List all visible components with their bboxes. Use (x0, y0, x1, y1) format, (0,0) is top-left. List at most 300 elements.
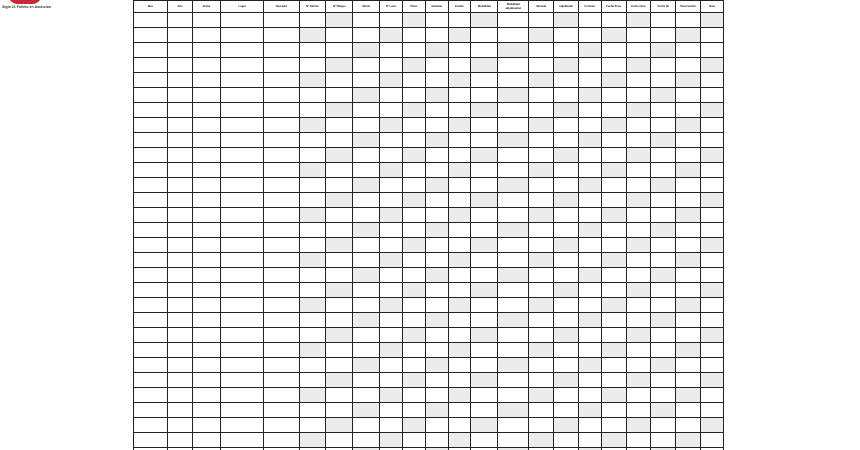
table-cell (529, 328, 554, 343)
table-cell (529, 88, 554, 103)
table-cell (676, 388, 701, 403)
table-cell (471, 328, 498, 343)
table-cell (471, 58, 498, 73)
table-cell (403, 313, 426, 328)
table-cell (168, 298, 193, 313)
table-cell (192, 403, 220, 418)
table-cell (380, 193, 403, 208)
table-cell (626, 343, 651, 358)
table-cell (403, 268, 426, 283)
table-cell (353, 193, 380, 208)
table-cell (264, 328, 299, 343)
table-cell (264, 103, 299, 118)
table-cell (448, 328, 471, 343)
data-table (133, 0, 724, 450)
table-cell (601, 103, 626, 118)
table-cell (471, 388, 498, 403)
table-cell (403, 73, 426, 88)
table-cell (578, 43, 601, 58)
table-cell (651, 358, 676, 373)
table-cell (651, 388, 676, 403)
table-cell (651, 298, 676, 313)
table-cell (192, 343, 220, 358)
table-cell (299, 268, 326, 283)
table-cell (701, 43, 724, 58)
table-cell (498, 73, 529, 88)
table-cell (701, 373, 724, 388)
table-cell (134, 28, 168, 43)
table-cell (134, 193, 168, 208)
table-cell (353, 43, 380, 58)
table-cell (578, 238, 601, 253)
table-cell (626, 118, 651, 133)
table-cell (578, 178, 601, 193)
table-cell (529, 403, 554, 418)
table-cell (701, 433, 724, 448)
table-cell (380, 283, 403, 298)
table-cell (380, 298, 403, 313)
table-cell (676, 403, 701, 418)
table-cell (529, 208, 554, 223)
table-cell (168, 343, 193, 358)
table-cell (403, 403, 426, 418)
table-cell (326, 58, 353, 73)
table-cell (529, 358, 554, 373)
logo (0, 0, 110, 14)
column-header: Garantía (425, 1, 448, 13)
table-cell (529, 43, 554, 58)
table-cell (701, 13, 724, 28)
table-cell (299, 328, 326, 343)
table-cell (651, 163, 676, 178)
table-cell (264, 298, 299, 313)
table-cell (554, 328, 579, 343)
table-cell (425, 178, 448, 193)
table-cell (380, 253, 403, 268)
table-cell (134, 88, 168, 103)
table-cell (554, 313, 579, 328)
table-cell (601, 313, 626, 328)
table-cell (264, 148, 299, 163)
table-cell (554, 88, 579, 103)
table-cell (299, 73, 326, 88)
table-cell (380, 43, 403, 58)
table-cell (403, 133, 426, 148)
table-cell (471, 298, 498, 313)
table-cell (578, 88, 601, 103)
table-cell (651, 328, 676, 343)
table-cell (554, 403, 579, 418)
table-cell (380, 13, 403, 28)
table-cell (168, 223, 193, 238)
table-cell (134, 133, 168, 148)
table-cell (529, 283, 554, 298)
table-row (134, 58, 724, 73)
column-header: Fecha (192, 1, 220, 13)
table-header-row (134, 1, 724, 13)
table-cell (554, 268, 579, 283)
table-cell (676, 358, 701, 373)
table-cell (701, 298, 724, 313)
table-cell (498, 268, 529, 283)
table-cell (299, 313, 326, 328)
column-header: Monto (353, 1, 380, 13)
table-cell (425, 403, 448, 418)
table-cell (220, 358, 263, 373)
table-cell (554, 358, 579, 373)
table-cell (651, 418, 676, 433)
table-cell (471, 13, 498, 28)
table-cell (578, 373, 601, 388)
table-cell (626, 43, 651, 58)
table-row (134, 253, 724, 268)
column-header: Modalidad (471, 1, 498, 13)
table-cell (701, 328, 724, 343)
table-cell (299, 13, 326, 28)
table-cell (578, 73, 601, 88)
table-cell (326, 253, 353, 268)
table-cell (448, 343, 471, 358)
table-cell (578, 403, 601, 418)
table-cell (601, 208, 626, 223)
table-cell (448, 403, 471, 418)
table-cell (353, 73, 380, 88)
table-cell (471, 133, 498, 148)
table-cell (448, 298, 471, 313)
table-cell (264, 268, 299, 283)
table-cell (448, 433, 471, 448)
table-cell (448, 223, 471, 238)
table-cell (353, 343, 380, 358)
table-cell (425, 283, 448, 298)
table-cell (651, 253, 676, 268)
table-cell (326, 163, 353, 178)
table-cell (471, 193, 498, 208)
table-cell (701, 418, 724, 433)
table-cell (192, 148, 220, 163)
table-cell (651, 43, 676, 58)
table-cell (380, 268, 403, 283)
table-cell (471, 283, 498, 298)
table-cell (168, 403, 193, 418)
table-cell (299, 373, 326, 388)
table-row (134, 133, 724, 148)
table-cell (651, 73, 676, 88)
table-cell (299, 208, 326, 223)
table-cell (498, 13, 529, 28)
table-cell (529, 238, 554, 253)
table-row (134, 43, 724, 58)
table-cell (425, 103, 448, 118)
table-cell (529, 178, 554, 193)
table-cell (601, 178, 626, 193)
table-cell (299, 358, 326, 373)
table-cell (353, 58, 380, 73)
table-cell (168, 208, 193, 223)
table-cell (326, 328, 353, 343)
table-cell (326, 73, 353, 88)
table-cell (403, 388, 426, 403)
table-cell (168, 328, 193, 343)
table-cell (299, 223, 326, 238)
table-cell (192, 253, 220, 268)
table-cell (220, 418, 263, 433)
table-cell (529, 118, 554, 133)
table-cell (326, 208, 353, 223)
table-cell (448, 13, 471, 28)
table-cell (601, 343, 626, 358)
table-cell (403, 418, 426, 433)
table-cell (134, 403, 168, 418)
table-cell (380, 373, 403, 388)
column-header: Contrato (578, 1, 601, 13)
table-cell (168, 118, 193, 133)
table-cell (264, 283, 299, 298)
table-cell (425, 388, 448, 403)
table-cell (192, 88, 220, 103)
table-cell (353, 148, 380, 163)
table-cell (192, 223, 220, 238)
table-cell (554, 388, 579, 403)
table-cell (626, 28, 651, 43)
table-cell (498, 388, 529, 403)
table-row (134, 208, 724, 223)
table-cell (498, 418, 529, 433)
table-cell (554, 208, 579, 223)
table-cell (380, 88, 403, 103)
table-cell (326, 13, 353, 28)
table-cell (353, 403, 380, 418)
table-cell (578, 118, 601, 133)
table-cell (192, 163, 220, 178)
table-cell (326, 388, 353, 403)
table-cell (529, 28, 554, 43)
table-cell (676, 298, 701, 313)
table-cell (676, 73, 701, 88)
table-cell (192, 238, 220, 253)
table-cell (380, 433, 403, 448)
table-cell (353, 328, 380, 343)
table-cell (498, 433, 529, 448)
table-cell (220, 193, 263, 208)
table-cell (168, 73, 193, 88)
table-cell (651, 313, 676, 328)
table-cell (220, 403, 263, 418)
table-cell (471, 313, 498, 328)
table-cell (498, 403, 529, 418)
table-cell (601, 358, 626, 373)
table-cell (601, 148, 626, 163)
table-cell (353, 373, 380, 388)
table-cell (264, 193, 299, 208)
table-cell (554, 163, 579, 178)
table-cell (676, 193, 701, 208)
table-cell (264, 373, 299, 388)
table-cell (134, 328, 168, 343)
table-cell (168, 28, 193, 43)
table-cell (701, 388, 724, 403)
table-cell (353, 88, 380, 103)
table-cell (471, 238, 498, 253)
table-cell (471, 178, 498, 193)
table-cell (651, 223, 676, 238)
table-cell (353, 208, 380, 223)
table-cell (578, 103, 601, 118)
table-cell (425, 298, 448, 313)
table-cell (168, 103, 193, 118)
table-cell (578, 358, 601, 373)
table-cell (676, 418, 701, 433)
table-cell (168, 388, 193, 403)
table-cell (220, 253, 263, 268)
column-header: Nº Ofertas (299, 1, 326, 13)
table-cell (529, 103, 554, 118)
column-header: Modalidad adjudicación (498, 1, 529, 13)
table-cell (192, 418, 220, 433)
table-cell (134, 43, 168, 58)
column-header: Lugar (220, 1, 263, 13)
table-cell (403, 103, 426, 118)
table-cell (626, 418, 651, 433)
table-cell (676, 118, 701, 133)
table-cell (134, 223, 168, 238)
table-cell (192, 13, 220, 28)
table-row (134, 148, 724, 163)
column-header: Operador (264, 1, 299, 13)
table-cell (626, 328, 651, 343)
table-cell (498, 253, 529, 268)
table-cell (554, 43, 579, 58)
table-cell (554, 298, 579, 313)
table-cell (299, 118, 326, 133)
table-cell (425, 73, 448, 88)
table-cell (264, 223, 299, 238)
table-cell (448, 193, 471, 208)
table-cell (326, 358, 353, 373)
table-cell (380, 238, 403, 253)
table-cell (601, 193, 626, 208)
table-cell (220, 43, 263, 58)
table-cell (134, 358, 168, 373)
table-cell (220, 103, 263, 118)
table-cell (403, 358, 426, 373)
table-cell (299, 283, 326, 298)
table-cell (264, 238, 299, 253)
table-cell (601, 223, 626, 238)
table-cell (403, 58, 426, 73)
table-cell (701, 178, 724, 193)
table-cell (264, 403, 299, 418)
table-row (134, 13, 724, 28)
table-cell (498, 283, 529, 298)
table-cell (134, 208, 168, 223)
table-cell (626, 403, 651, 418)
table-cell (626, 388, 651, 403)
table-row (134, 373, 724, 388)
column-header: Nota (701, 1, 724, 13)
table-cell (192, 298, 220, 313)
table-cell (380, 418, 403, 433)
table-cell (326, 268, 353, 283)
table-cell (701, 163, 724, 178)
table-cell (448, 133, 471, 148)
table-cell (601, 118, 626, 133)
table-cell (380, 58, 403, 73)
table-cell (353, 223, 380, 238)
table-cell (353, 118, 380, 133)
table-cell (498, 238, 529, 253)
table-cell (554, 238, 579, 253)
table-cell (601, 28, 626, 43)
table-cell (676, 148, 701, 163)
table-cell (529, 418, 554, 433)
table-cell (448, 283, 471, 298)
table-cell (264, 253, 299, 268)
table-cell (192, 388, 220, 403)
table-cell (529, 193, 554, 208)
table-cell (626, 178, 651, 193)
table-cell (299, 43, 326, 58)
table-cell (326, 178, 353, 193)
table-cell (601, 88, 626, 103)
table-cell (220, 298, 263, 313)
table-cell (676, 328, 701, 343)
table-cell (651, 403, 676, 418)
table-cell (353, 283, 380, 298)
table-cell (220, 208, 263, 223)
table-cell (220, 118, 263, 133)
column-header: Año (168, 1, 193, 13)
table-cell (554, 148, 579, 163)
table-cell (425, 373, 448, 388)
table-cell (403, 163, 426, 178)
table-cell (626, 358, 651, 373)
table-cell (326, 343, 353, 358)
table-cell (554, 223, 579, 238)
table-cell (601, 388, 626, 403)
table-row (134, 28, 724, 43)
document-sheet (133, 0, 724, 450)
table-cell (299, 103, 326, 118)
table-cell (578, 13, 601, 28)
table-cell (701, 238, 724, 253)
table-cell (498, 298, 529, 313)
table-cell (403, 343, 426, 358)
table-cell (498, 163, 529, 178)
table-cell (701, 223, 724, 238)
table-cell (448, 238, 471, 253)
table-cell (601, 58, 626, 73)
table-cell (299, 163, 326, 178)
table-cell (134, 13, 168, 28)
table-cell (299, 343, 326, 358)
table-cell (403, 253, 426, 268)
table-cell (192, 193, 220, 208)
table-cell (498, 328, 529, 343)
table-row (134, 118, 724, 133)
table-cell (192, 43, 220, 58)
table-row (134, 328, 724, 343)
table-cell (676, 43, 701, 58)
table-cell (498, 118, 529, 133)
column-header: Nº Lotes (380, 1, 403, 13)
table-cell (676, 13, 701, 28)
table-cell (626, 103, 651, 118)
table-cell (554, 433, 579, 448)
table-cell (448, 178, 471, 193)
table-cell (529, 73, 554, 88)
table-cell (701, 403, 724, 418)
